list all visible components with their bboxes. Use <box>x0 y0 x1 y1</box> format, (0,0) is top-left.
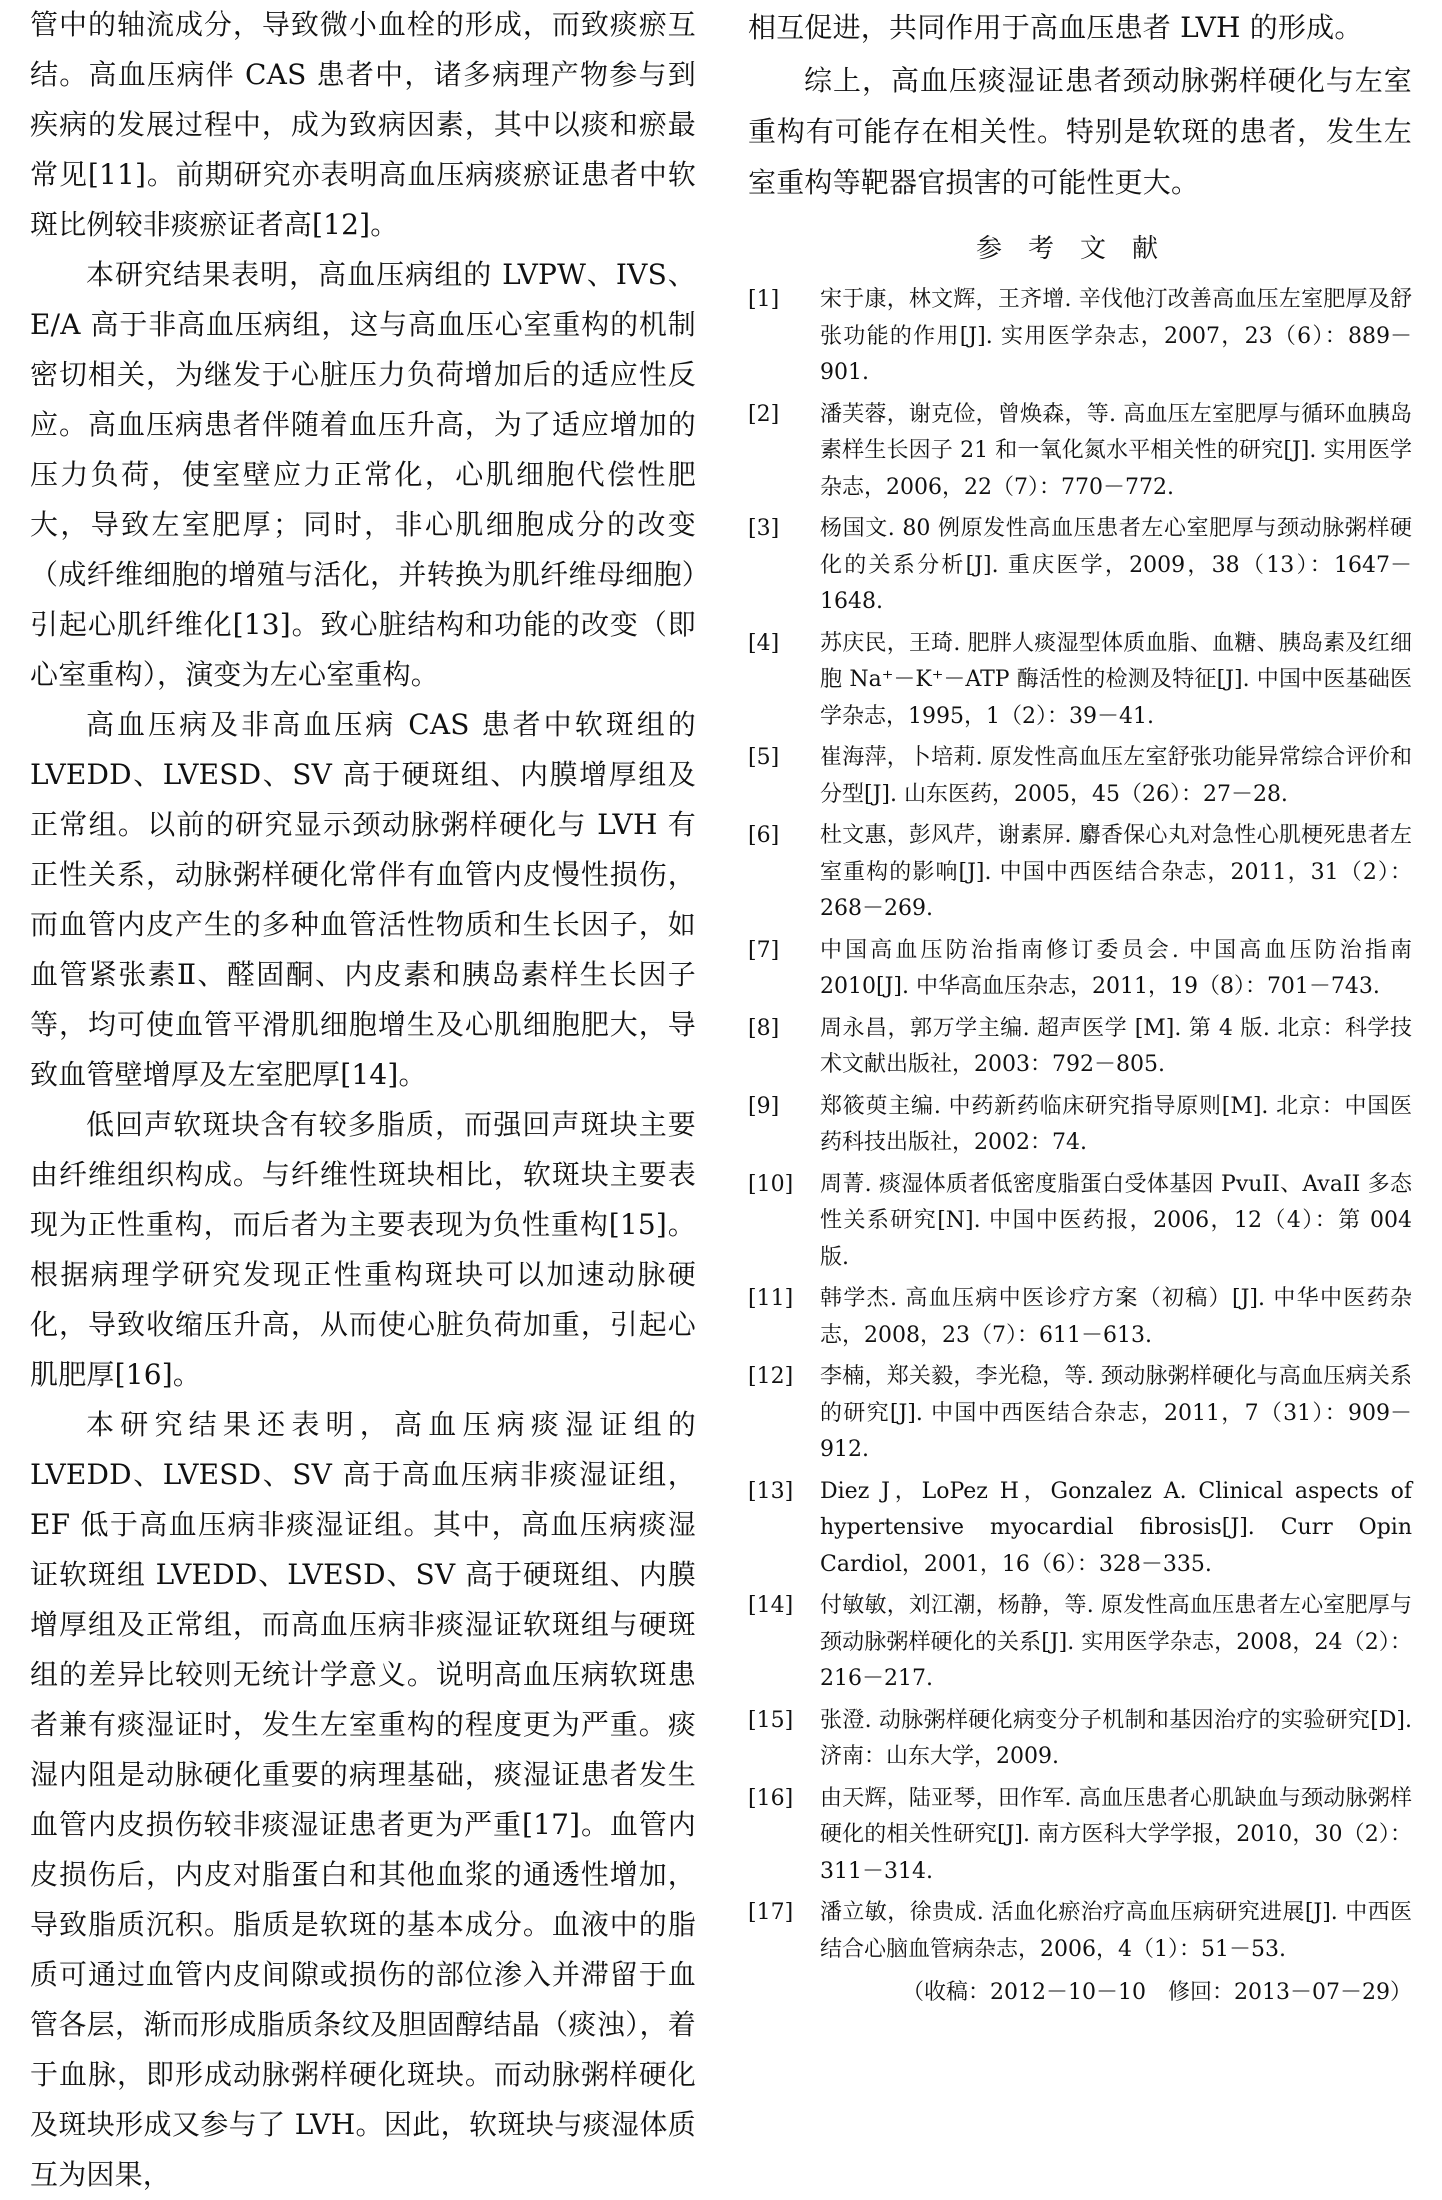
reference-number: [10] <box>748 1171 794 1197</box>
paragraph-left-5: 本研究结果还表明，高血压病痰湿证组的 LVEDD、LVESD、SV 高于高血压病非痰湿证组，EF 低于高血压病非痰湿证组。其中，高血压病痰湿证软斑组 LVEDD、LVESD、SV 高于硬斑组、内膜增厚组及正常组，而高血压病非痰湿证软斑组与硬斑组的差异比较则无统计学意义。说明高血压病软斑患者兼有痰湿证时，发生左室重构的程度更为严重。痰湿内阻是动脉硬化重要的病理基础，痰湿证患者发生血管内皮损伤较非痰湿证患者更为严重[17]。血管内皮损伤后，内皮对脂蛋白和其他血浆的通透性增加，导致脂质沉积。脂质是软斑的基本成分。血液中的脂质可通过血管内皮间隙或损伤的部位渗入并滞留于血管各层，渐而形成脂质条纹及胆固醇结晶（痰浊），着于血脉，即形成动脉粥样硬化斑块。而动脉粥样硬化及斑块形成又参与了 LVH。因此，软斑块与痰湿体质互为因果， <box>30 1408 696 2191</box>
reference-text: 杨国文. 80 例原发性高血压患者左心室肥厚与颈动脉粥样硬化的关系分析[J]. 重庆医学，2009，38（13）：1647－1648. <box>820 516 1412 614</box>
reference-item <box>748 1781 1412 1891</box>
reference-number: [3] <box>748 516 780 541</box>
reference-number: [8] <box>748 1015 780 1041</box>
reference-item <box>748 933 1412 1006</box>
reference-item <box>748 1474 1412 1584</box>
reference-item <box>748 397 1412 507</box>
reference-text: 周永昌，郭万学主编. 超声医学 [M]. 第 4 版. 北京：科学技术文献出版社，2003：792－805. <box>820 1015 1412 1077</box>
paragraph-left-3: 高血压病及非高血压病 CAS 患者中软斑组的 LVEDD、LVESD、SV 高于硬斑组、内膜增厚组及正常组。以前的研究显示颈动脉粥样硬化与 LVH 有正性关系，动脉粥样硬化常伴有血管内皮慢性损伤，而血管内皮产生的多种血管活性物质和生长因子，如血管紧张素Ⅱ、醛固酮、内皮素和胰岛素样生长因子等，均可使血管平滑肌细胞增生及心肌细胞肥大，导致血管壁增厚及左室肥厚[14]。 <box>30 708 696 1091</box>
paragraph-left-1: 管中的轴流成分，导致微小血栓的形成，而致痰瘀互结。高血压病伴 CAS 患者中，诸多病理产物参与到疾病的发展过程中，成为致病因素，其中以痰和瘀最常见[11]。前期研究亦表明高血压病痰瘀证患者中软斑比例较非痰瘀证者高[12]。 <box>30 8 696 241</box>
received-revised-dates: （收稿：2012－10－10 修回：2013－07－29） <box>902 1980 1412 2005</box>
reference-item <box>748 1011 1412 1084</box>
reference-text: 潘立敏，徐贵成. 活血化瘀治疗高血压病研究进展[J]. 中西医结合心脑血管病杂志，2006，4（1）：51－53. <box>820 1900 1412 1962</box>
reference-item <box>748 511 1412 621</box>
reference-item <box>748 818 1412 928</box>
reference-number: [9] <box>748 1093 780 1119</box>
reference-item <box>748 740 1412 813</box>
reference-number: [14] <box>748 1593 794 1618</box>
reference-item <box>748 282 1412 392</box>
reference-number: [11] <box>748 1286 794 1311</box>
reference-text: 郑筱萸主编. 中药新药临床研究指导原则[M]. 北京：中国医药科技出版社，2002：74. <box>820 1093 1412 1155</box>
reference-number: [4] <box>748 630 780 656</box>
paragraph-left-4: 低回声软斑块含有较多脂质，而强回声斑块主要由纤维组织构成。与纤维性斑块相比，软斑块主要表现为正性重构，而后者为主要表现为负性重构[15]。根据病理学研究发现正性重构斑块可以加速动脉硬化，导致收缩压升高，从而使心脏负荷加重，引起心肌肥厚[16]。 <box>30 1108 696 1391</box>
paragraph-left-2: 本研究结果表明，高血压病组的 LVPW、IVS、E/A 高于非高血压病组，这与高血压心室重构的机制密切相关，为继发于心脏压力负荷增加后的适应性反应。高血压病患者伴随着血压升高，为了适应增加的压力负荷，使室壁应力正常化，心肌细胞代偿性肥大，导致左室肥厚；同时，非心肌细胞成分的改变（成纤维细胞的增殖与活化，并转换为肌纤维母细胞）引起心肌纤维化[13]。致心脏结构和功能的改变（即心室重构），演变为左心室重构。 <box>30 258 696 691</box>
reference-item <box>748 626 1412 736</box>
reference-item <box>748 1703 1412 1776</box>
reference-item <box>748 1167 1412 1277</box>
reference-text: 周菁. 痰湿体质者低密度脂蛋白受体基因 PvuII、AvaII 多态性关系研究[N]. 中国中医药报，2006，12（4）：第 004 版. <box>820 1171 1412 1270</box>
reference-text: 由天辉，陆亚琴，田作军. 高血压患者心肌缺血与颈动脉粥样硬化的相关性研究[J]. 南方医科大学学报，2010，30（2）：311－314. <box>820 1785 1412 1884</box>
reference-item <box>748 1588 1412 1698</box>
reference-number: [15] <box>748 1707 794 1733</box>
reference-number: [16] <box>748 1785 794 1811</box>
reference-number: [12] <box>748 1364 794 1389</box>
reference-item <box>748 1089 1412 1162</box>
reference-text: 韩学杰. 高血压病中医诊疗方案（初稿）[J]. 中华中医药杂志，2008，23（7）：611－613. <box>820 1286 1412 1348</box>
reference-number: [6] <box>748 823 780 848</box>
reference-item <box>748 1895 1412 1968</box>
reference-text: 张澄. 动脉粥样硬化病变分子机制和基因治疗的实验研究[D]. 济南：山东大学，2009. <box>820 1707 1412 1769</box>
reference-text: 宋于康，林文辉，王齐增. 辛伐他汀改善高血压左室肥厚及舒张功能的作用[J]. 实用医学杂志，2007，23（6）：889－901. <box>820 287 1412 385</box>
reference-item <box>748 1359 1412 1469</box>
reference-text: 李楠，郑关毅，李光稳，等. 颈动脉粥样硬化与高血压病关系的研究[J]. 中国中西医结合杂志，2011，7（31）：909－912. <box>820 1364 1412 1462</box>
reference-number: [7] <box>748 937 780 963</box>
reference-number: [13] <box>748 1478 794 1504</box>
reference-item <box>748 1281 1412 1354</box>
reference-text: 中国高血压防治指南修订委员会. 中国高血压防治指南2010[J]. 中华高血压杂志，2011，19（8）：701－743. <box>820 937 1412 999</box>
right-column <box>748 0 1412 2010</box>
reference-number: [2] <box>748 401 780 427</box>
paragraph-right-1: 相互促进，共同作用于高血压患者 LVH 的形成。 <box>748 11 1363 44</box>
reference-text: 付敏敏，刘江潮，杨静，等. 原发性高血压患者左心室肥厚与颈动脉粥样硬化的关系[J]. 实用医学杂志，2008，24（2）：216－217. <box>820 1593 1412 1691</box>
left-column <box>30 0 696 2200</box>
reference-number: [5] <box>748 745 780 770</box>
reference-number: [1] <box>748 287 780 312</box>
paragraph-right-2: 综上，高血压痰湿证患者颈动脉粥样硬化与左室重构有可能存在相关性。特别是软斑的患者，发生左室重构等靶器官损害的可能性更大。 <box>748 64 1412 199</box>
references-list <box>748 282 1412 1968</box>
reference-text: 苏庆民，王琦. 肥胖人痰湿型体质血脂、血糖、胰岛素及红细胞 Na⁺－K⁺－ATP 酶活性的检测及特征[J]. 中国中医基础医学杂志，1995，1（2）：39－41. <box>820 630 1412 729</box>
reference-text: 杜文惠，彭风芹，谢素屏. 麝香保心丸对急性心肌梗死患者左室重构的影响[J]. 中国中西医结合杂志，2011，31（2）：268－269. <box>820 823 1412 921</box>
reference-text: 崔海萍，卜培莉. 原发性高血压左室舒张功能异常综合评价和分型[J]. 山东医药，2005，45（26）：27－28. <box>820 745 1412 807</box>
references-heading: 参考文献 <box>975 234 1184 264</box>
reference-text: 潘芙蓉，谢克俭，曾焕森，等. 高血压左室肥厚与循环血胰岛素样生长因子 21 和一氧化氮水平相关性的研究[J]. 实用医学杂志，2006，22（7）：770－772. <box>820 401 1412 500</box>
reference-text: Diez J，LoPez H，Gonzalez A. Clinical aspects of hypertensive myocardial fibrosis[J]. Curr Opin Cardiol，2001，16（6）：328－335. <box>820 1478 1412 1577</box>
reference-number: [17] <box>748 1900 794 1925</box>
